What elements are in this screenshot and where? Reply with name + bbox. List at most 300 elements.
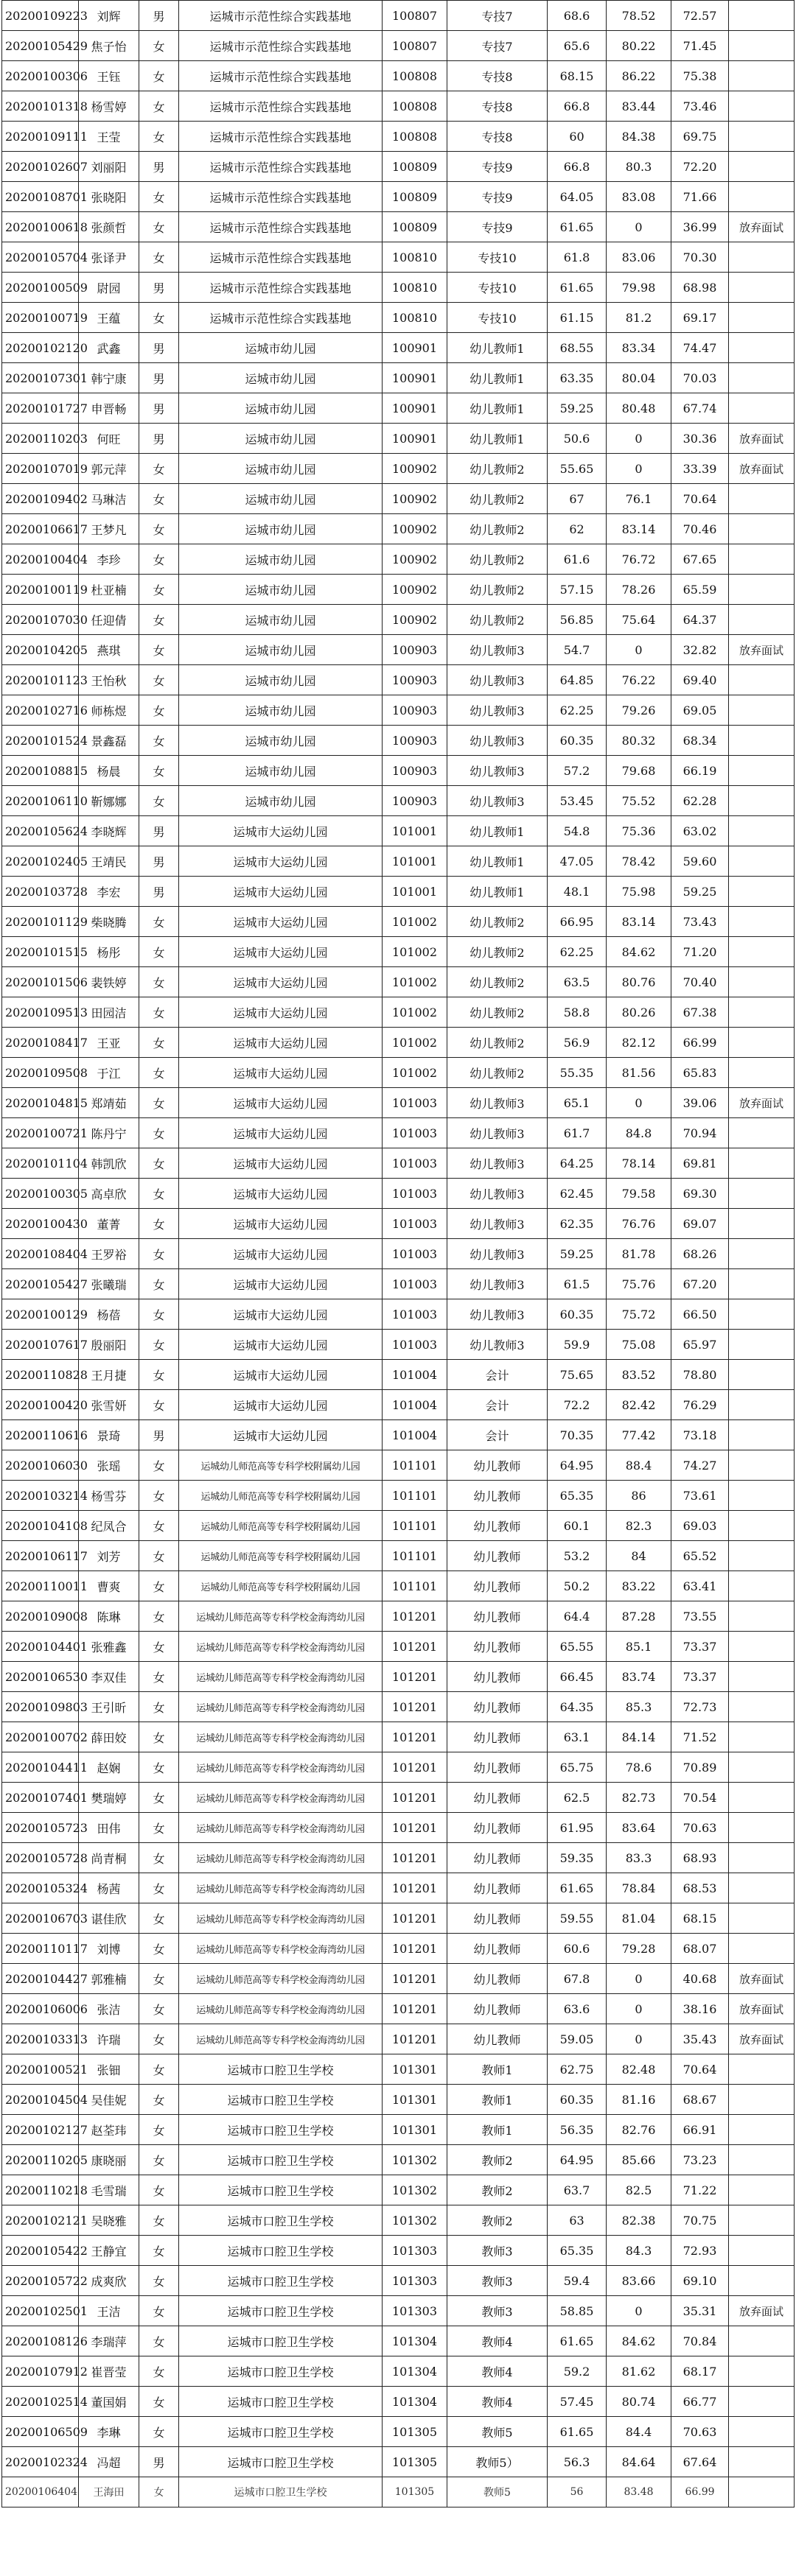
position-name: 幼儿教师1 [447,846,548,877]
employer-unit: 运城市大运幼儿园 [179,907,383,937]
position-name: 幼儿教师3 [447,635,548,665]
written-score: 53.2 [548,1541,607,1571]
candidate-id: 20200104427 [2,1964,79,1994]
table-row [2,1209,795,1239]
interview-score: 75.64 [607,605,671,635]
remark [729,1481,795,1511]
employer-unit: 运城市示范性综合实践基地 [179,1,383,31]
total-score: 73.46 [671,91,729,122]
position-code: 100903 [383,665,447,695]
candidate-gender: 女 [139,1722,179,1752]
written-score: 67.8 [548,1964,607,1994]
remark: 放弃面试 [729,454,795,484]
candidate-gender: 女 [139,1662,179,1692]
candidate-id: 20200110203 [2,424,79,454]
position-name: 幼儿教师3 [447,1118,548,1148]
employer-unit: 运城市口腔卫生学校 [179,2477,383,2507]
remark [729,1903,795,1934]
total-score: 68.07 [671,1934,729,1964]
candidate-gender: 女 [139,937,179,967]
interview-score: 83.52 [607,1360,671,1390]
candidate-gender: 女 [139,2175,179,2205]
candidate-name: 康晓丽 [79,2145,139,2175]
remark [729,1450,795,1481]
position-code: 100903 [383,726,447,756]
candidate-id: 20200103214 [2,1481,79,1511]
interview-score: 79.98 [607,273,671,303]
position-name: 教师2 [447,2145,548,2175]
total-score: 70.54 [671,1783,729,1813]
written-score: 59.05 [548,2024,607,2054]
position-code: 100902 [383,484,447,514]
candidate-name: 刘辉 [79,1,139,31]
interview-score: 86.22 [607,61,671,91]
position-code: 101003 [383,1088,447,1118]
written-score: 63.1 [548,1722,607,1752]
candidate-id: 20200104401 [2,1632,79,1662]
candidate-name: 裴铁婷 [79,967,139,997]
employer-unit: 运城市口腔卫生学校 [179,2296,383,2326]
candidate-id: 20200110011 [2,1571,79,1601]
candidate-gender: 女 [139,2205,179,2236]
candidate-id: 20200109111 [2,122,79,152]
employer-unit: 运城幼儿师范高等专科学校附属幼儿园 [179,1571,383,1601]
table-row [2,1028,795,1058]
position-code: 101201 [383,1662,447,1692]
candidate-name: 纪凤合 [79,1511,139,1541]
candidate-id: 20200101515 [2,937,79,967]
position-name: 幼儿教师3 [447,665,548,695]
position-name: 专技9 [447,182,548,212]
candidate-id: 20200100721 [2,1118,79,1148]
employer-unit: 运城幼儿师范高等专科学校金海湾幼儿园 [179,1722,383,1752]
interview-score: 80.48 [607,393,671,424]
candidate-name: 马琳洁 [79,484,139,514]
remark [729,816,795,846]
position-code: 101101 [383,1541,447,1571]
candidate-gender: 女 [139,2477,179,2507]
candidate-gender: 女 [139,2266,179,2296]
candidate-id: 20200103728 [2,877,79,907]
interview-score: 0 [607,2296,671,2326]
candidate-name: 王钰 [79,61,139,91]
candidate-gender: 女 [139,1088,179,1118]
candidate-gender: 女 [139,1481,179,1511]
remark [729,2236,795,2266]
position-code: 101301 [383,2115,447,2145]
remark [729,2387,795,2417]
table-row [2,1752,795,1783]
position-name: 幼儿教师2 [447,937,548,967]
candidate-gender: 女 [139,786,179,816]
table-row [2,1330,795,1360]
candidate-gender: 女 [139,544,179,575]
candidate-gender: 男 [139,2447,179,2477]
candidate-name: 杨彤 [79,937,139,967]
position-name: 专技7 [447,31,548,61]
interview-score: 76.72 [607,544,671,575]
position-code: 101001 [383,846,447,877]
position-code: 101201 [383,1601,447,1632]
employer-unit: 运城市示范性综合实践基地 [179,31,383,61]
table-row [2,665,795,695]
position-code: 101003 [383,1179,447,1209]
total-score: 69.10 [671,2266,729,2296]
position-name: 幼儿教师3 [447,1239,548,1269]
candidate-gender: 女 [139,514,179,544]
employer-unit: 运城市幼儿园 [179,363,383,393]
interview-score: 84.62 [607,2326,671,2356]
candidate-gender: 女 [139,2024,179,2054]
remark [729,152,795,182]
employer-unit: 运城市大运幼儿园 [179,1028,383,1058]
interview-score: 84.3 [607,2236,671,2266]
remark [729,122,795,152]
remark [729,182,795,212]
candidate-id: 20200110218 [2,2175,79,2205]
position-name: 教师3 [447,2266,548,2296]
employer-unit: 运城市幼儿园 [179,635,383,665]
candidate-name: 王靖民 [79,846,139,877]
remark [729,1752,795,1783]
candidate-gender: 女 [139,1299,179,1330]
employer-unit: 运城幼儿师范高等专科学校附属幼儿园 [179,1450,383,1481]
total-score: 68.26 [671,1239,729,1269]
candidate-id: 20200102324 [2,2447,79,2477]
position-name: 幼儿教师1 [447,424,548,454]
position-name: 教师2 [447,2205,548,2236]
candidate-gender: 女 [139,907,179,937]
table-row [2,937,795,967]
written-score: 57.2 [548,756,607,786]
remark: 放弃面试 [729,1994,795,2024]
employer-unit: 运城市口腔卫生学校 [179,2266,383,2296]
total-score: 66.77 [671,2387,729,2417]
employer-unit: 运城市口腔卫生学校 [179,2205,383,2236]
written-score: 65.6 [548,31,607,61]
employer-unit: 运城市幼儿园 [179,333,383,363]
candidate-gender: 女 [139,635,179,665]
total-score: 72.20 [671,152,729,182]
candidate-name: 申晋畅 [79,393,139,424]
candidate-name: 杨雪芬 [79,1481,139,1511]
written-score: 64.35 [548,1692,607,1722]
position-code: 101101 [383,1511,447,1541]
position-code: 101003 [383,1239,447,1269]
written-score: 63.35 [548,363,607,393]
total-score: 70.40 [671,967,729,997]
position-name: 专技9 [447,152,548,182]
remark [729,1148,795,1179]
position-name: 幼儿教师2 [447,1028,548,1058]
written-score: 59.4 [548,2266,607,2296]
position-name: 幼儿教师 [447,1511,548,1541]
total-score: 59.25 [671,877,729,907]
candidate-gender: 男 [139,363,179,393]
interview-score: 83.48 [607,2477,671,2507]
candidate-id: 20200101524 [2,726,79,756]
position-code: 100807 [383,1,447,31]
table-row [2,846,795,877]
position-code: 101004 [383,1420,447,1450]
table-row [2,1299,795,1330]
written-score: 68.55 [548,333,607,363]
table-row [2,786,795,816]
candidate-id: 20200108126 [2,2326,79,2356]
candidate-gender: 女 [139,1239,179,1269]
employer-unit: 运城市口腔卫生学校 [179,2326,383,2356]
candidate-name: 张颜哲 [79,212,139,242]
written-score: 65.75 [548,1752,607,1783]
position-code: 100902 [383,454,447,484]
candidate-gender: 男 [139,877,179,907]
candidate-id: 20200102514 [2,2387,79,2417]
candidate-id: 20200102501 [2,2296,79,2326]
employer-unit: 运城市幼儿园 [179,454,383,484]
table-row [2,2387,795,2417]
interview-score: 83.14 [607,514,671,544]
remark [729,877,795,907]
remark [729,91,795,122]
table-row [2,2205,795,2236]
candidate-gender: 女 [139,2417,179,2447]
candidate-gender: 女 [139,2296,179,2326]
candidate-id: 20200104411 [2,1752,79,1783]
total-score: 70.75 [671,2205,729,2236]
position-name: 幼儿教师 [447,2024,548,2054]
position-code: 101201 [383,2024,447,2054]
interview-score: 76.76 [607,1209,671,1239]
employer-unit: 运城幼儿师范高等专科学校金海湾幼儿园 [179,1662,383,1692]
candidate-name: 师栋煜 [79,695,139,726]
written-score: 65.55 [548,1632,607,1662]
candidate-name: 杜亚楠 [79,575,139,605]
interview-score: 80.04 [607,363,671,393]
interview-score: 78.14 [607,1148,671,1179]
position-code: 101305 [383,2447,447,2477]
total-score: 70.63 [671,2417,729,2447]
position-name: 教师4 [447,2356,548,2387]
written-score: 56.85 [548,605,607,635]
candidate-id: 20200103313 [2,2024,79,2054]
position-name: 教师5 [447,2417,548,2447]
candidate-gender: 女 [139,91,179,122]
candidate-gender: 男 [139,1420,179,1450]
candidate-name: 柴晓腾 [79,907,139,937]
employer-unit: 运城市大运幼儿园 [179,1299,383,1330]
candidate-id: 20200106030 [2,1450,79,1481]
interview-score: 85.1 [607,1632,671,1662]
table-row [2,1,795,31]
candidate-gender: 女 [139,1511,179,1541]
written-score: 57.15 [548,575,607,605]
total-score: 66.19 [671,756,729,786]
interview-score: 82.3 [607,1511,671,1541]
remark [729,1330,795,1360]
written-score: 61.6 [548,544,607,575]
interview-score: 88.4 [607,1450,671,1481]
position-code: 100902 [383,544,447,575]
remark [729,31,795,61]
interview-score: 0 [607,2024,671,2054]
total-score: 70.64 [671,484,729,514]
position-name: 教师5） [447,2447,548,2477]
position-code: 101003 [383,1330,447,1360]
written-score: 56.35 [548,2115,607,2145]
table-row [2,2326,795,2356]
position-name: 幼儿教师2 [447,544,548,575]
employer-unit: 运城市幼儿园 [179,424,383,454]
total-score: 73.23 [671,2145,729,2175]
candidate-gender: 女 [139,967,179,997]
employer-unit: 运城市大运幼儿园 [179,1148,383,1179]
table-row [2,1571,795,1601]
candidate-name: 杨雪婷 [79,91,139,122]
employer-unit: 运城市口腔卫生学校 [179,2447,383,2477]
candidate-id: 20200101727 [2,393,79,424]
employer-unit: 运城市口腔卫生学校 [179,2387,383,2417]
candidate-name: 靳娜娜 [79,786,139,816]
position-code: 100901 [383,424,447,454]
employer-unit: 运城幼儿师范高等专科学校金海湾幼儿园 [179,1994,383,2024]
total-score: 70.63 [671,1813,729,1843]
position-code: 101201 [383,1964,447,1994]
interview-score: 75.08 [607,1330,671,1360]
candidate-name: 许瑞 [79,2024,139,2054]
candidate-id: 20200104108 [2,1511,79,1541]
candidate-name: 王罗裕 [79,1239,139,1269]
total-score: 67.20 [671,1269,729,1299]
candidate-gender: 男 [139,424,179,454]
written-score: 60.35 [548,2085,607,2115]
total-score: 71.45 [671,31,729,61]
total-score: 73.43 [671,907,729,937]
total-score: 67.65 [671,544,729,575]
written-score: 50.6 [548,424,607,454]
total-score: 65.59 [671,575,729,605]
position-code: 101004 [383,1360,447,1390]
table-row [2,1511,795,1541]
total-score: 35.31 [671,2296,729,2326]
position-code: 101201 [383,1692,447,1722]
written-score: 61.15 [548,303,607,333]
table-row [2,1481,795,1511]
table-row [2,514,795,544]
candidate-name: 樊瑞婷 [79,1783,139,1813]
position-name: 幼儿教师3 [447,1269,548,1299]
employer-unit: 运城市大运幼儿园 [179,1118,383,1148]
remark [729,1722,795,1752]
written-score: 56.3 [548,2447,607,2477]
table-row [2,1994,795,2024]
written-score: 58.85 [548,2296,607,2326]
candidate-name: 董菁 [79,1209,139,1239]
position-name: 幼儿教师2 [447,605,548,635]
total-score: 73.55 [671,1601,729,1632]
written-score: 60.35 [548,726,607,756]
employer-unit: 运城市大运幼儿园 [179,1420,383,1450]
written-score: 61.7 [548,1118,607,1148]
remark: 放弃面试 [729,1964,795,1994]
table-row [2,877,795,907]
candidate-gender: 女 [139,2236,179,2266]
table-row [2,91,795,122]
interview-score: 75.72 [607,1299,671,1330]
remark [729,997,795,1028]
total-score: 63.41 [671,1571,729,1601]
candidate-gender: 女 [139,1541,179,1571]
position-name: 幼儿教师3 [447,786,548,816]
interview-score: 83.06 [607,242,671,273]
employer-unit: 运城市口腔卫生学校 [179,2417,383,2447]
position-name: 幼儿教师1 [447,877,548,907]
candidate-name: 成爽欣 [79,2266,139,2296]
candidate-id: 20200107030 [2,605,79,635]
written-score: 65.35 [548,1481,607,1511]
total-score: 68.93 [671,1843,729,1873]
remark [729,726,795,756]
candidate-gender: 女 [139,2054,179,2085]
employer-unit: 运城市示范性综合实践基地 [179,212,383,242]
written-score: 68.15 [548,61,607,91]
written-score: 60 [548,122,607,152]
employer-unit: 运城市大运幼儿园 [179,1330,383,1360]
candidate-id: 20200106006 [2,1994,79,2024]
table-row [2,1692,795,1722]
interview-score: 0 [607,635,671,665]
total-score: 30.36 [671,424,729,454]
position-code: 100810 [383,273,447,303]
written-score: 66.8 [548,91,607,122]
candidate-gender: 女 [139,1148,179,1179]
written-score: 63.6 [548,1994,607,2024]
remark [729,1420,795,1450]
total-score: 74.47 [671,333,729,363]
employer-unit: 运城市大运幼儿园 [179,997,383,1028]
total-score: 32.82 [671,635,729,665]
interview-score: 77.42 [607,1420,671,1450]
total-score: 33.39 [671,454,729,484]
written-score: 56.9 [548,1028,607,1058]
candidate-id: 20200109803 [2,1692,79,1722]
table-row [2,1420,795,1450]
position-code: 101003 [383,1269,447,1299]
table-row [2,575,795,605]
interview-score: 79.28 [607,1934,671,1964]
table-row [2,997,795,1028]
remark [729,1390,795,1420]
candidate-gender: 女 [139,1571,179,1601]
total-score: 67.64 [671,2447,729,2477]
written-score: 61.5 [548,1269,607,1299]
remark [729,907,795,937]
candidate-id: 20200108404 [2,1239,79,1269]
position-name: 幼儿教师 [447,1481,548,1511]
interview-score: 81.2 [607,303,671,333]
total-score: 69.07 [671,1209,729,1239]
total-score: 67.74 [671,393,729,424]
remark [729,1299,795,1330]
position-code: 101002 [383,1028,447,1058]
position-code: 101201 [383,1752,447,1783]
written-score: 70.35 [548,1420,607,1450]
position-name: 教师5 [447,2477,548,2507]
candidate-name: 张瑶 [79,1450,139,1481]
remark [729,575,795,605]
total-score: 68.15 [671,1903,729,1934]
candidate-gender: 女 [139,484,179,514]
position-name: 幼儿教师 [447,1450,548,1481]
